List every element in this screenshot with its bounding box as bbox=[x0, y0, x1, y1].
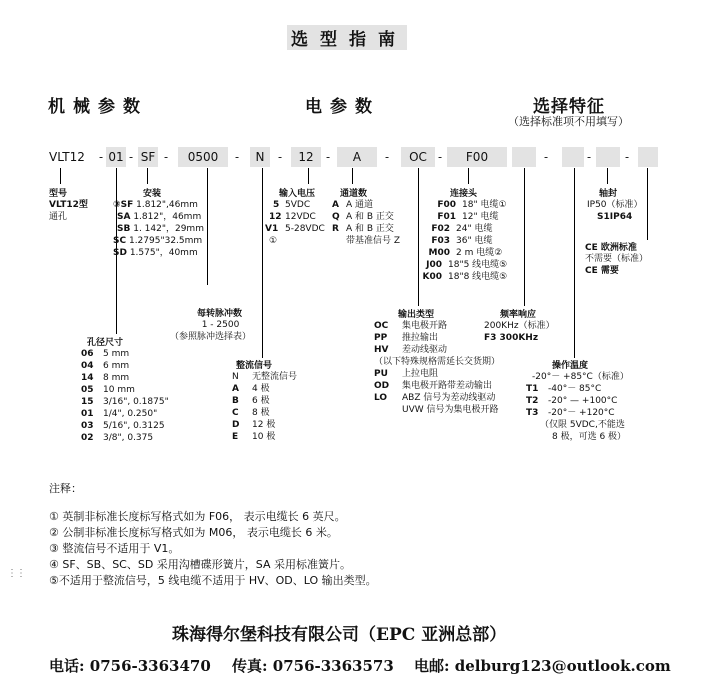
connector-value: 18"5 线电缆⑤ bbox=[448, 260, 508, 270]
bore-code: 04 bbox=[81, 361, 94, 371]
temp-code: T3 bbox=[526, 408, 539, 418]
bore-size: 10 mm bbox=[103, 385, 135, 395]
connector-value: 24" 电缆 bbox=[456, 224, 493, 234]
note-item: ⑤不适用于整流信号，5 线电缆不适用于 HV、OD、LO 输出类型。 bbox=[49, 574, 377, 587]
temp-standard: -20°－ +85°C（标准） bbox=[532, 372, 629, 382]
bore-size: 5/16", 0.3125 bbox=[103, 421, 165, 431]
connector-code: F02 bbox=[431, 224, 450, 234]
rect-code: C bbox=[232, 408, 239, 418]
seal-block bbox=[587, 186, 643, 223]
leader-line bbox=[524, 168, 525, 306]
channel-block bbox=[332, 186, 400, 247]
leader-line bbox=[647, 168, 648, 240]
notes-heading: 注释： bbox=[49, 482, 82, 495]
note-item: ① 英制非标准长度标写格式如为 F06， 表示电缆长 6 英尺。 bbox=[49, 510, 346, 523]
code-bore: 01 bbox=[106, 147, 126, 167]
mount-size: 1.2795"32.5mm bbox=[128, 236, 203, 246]
temp-heading: 操作温度 bbox=[552, 361, 589, 371]
connector-value: 2 m 电缆② bbox=[456, 248, 503, 258]
section-selection: 选择特征 bbox=[533, 97, 605, 117]
notes-block bbox=[49, 481, 377, 589]
channel-code: A bbox=[332, 200, 339, 210]
rect-value: 12 极 bbox=[252, 420, 276, 430]
model-heading: 型号 bbox=[49, 189, 68, 199]
temp-note: 8 极，可选 6 极） bbox=[552, 432, 627, 442]
mount-code: SB bbox=[117, 224, 131, 234]
ppr-range: 1 - 2500 bbox=[201, 320, 240, 330]
temp-code: T1 bbox=[526, 384, 539, 394]
code-dash: - bbox=[129, 150, 134, 164]
voltage-value: 5VDC bbox=[285, 200, 311, 210]
output-heading: 输出类型 bbox=[398, 310, 435, 320]
voltage-code: 5 bbox=[273, 200, 280, 210]
company-name: 珠海得尔堡科技有限公司（EPC 亚洲总部） bbox=[172, 625, 507, 645]
drag-handle-icon[interactable]: ⋮⋮ bbox=[7, 568, 25, 579]
bore-heading: 孔径尺寸 bbox=[87, 338, 124, 348]
ppr-note: （参照脉冲选择表） bbox=[170, 332, 252, 342]
bore-code: 03 bbox=[81, 421, 94, 431]
freq-standard: 200KHz（标准） bbox=[484, 321, 555, 331]
connector-code: M00 bbox=[428, 248, 450, 258]
output-code: PU bbox=[374, 369, 388, 379]
connector-code: K00 bbox=[422, 272, 442, 282]
rect-value: 4 极 bbox=[252, 384, 270, 394]
leader-line bbox=[352, 168, 353, 184]
bore-block bbox=[81, 335, 169, 444]
output-code: OD bbox=[374, 381, 390, 391]
leader-line bbox=[468, 168, 469, 184]
connector-code: F03 bbox=[431, 236, 450, 246]
connector-value: 18" 电缆① bbox=[462, 200, 507, 210]
connector-heading: 连接头 bbox=[450, 189, 478, 199]
channel-value: 带基准信号 Z bbox=[346, 236, 401, 246]
code-dash: - bbox=[438, 150, 443, 164]
note-item: ② 公制非标准长度标写格式如为 M06， 表示电缆长 6 米。 bbox=[49, 526, 338, 539]
code-dash: - bbox=[278, 150, 283, 164]
output-code: HV bbox=[374, 345, 389, 355]
rect-code: A bbox=[232, 384, 239, 394]
code-dash: - bbox=[385, 150, 390, 164]
code-dash: - bbox=[164, 150, 169, 164]
code-series: VLT12 bbox=[49, 150, 85, 164]
section-mechanical: 机械参数 bbox=[48, 97, 148, 117]
mount-code: SA bbox=[117, 212, 131, 222]
code-voltage: 12 bbox=[291, 147, 321, 167]
model-line: 通孔 bbox=[49, 212, 68, 222]
voltage-value: 5-28VDC bbox=[285, 224, 325, 234]
mount-code: ③SF bbox=[113, 200, 134, 210]
section-electrical: 电参数 bbox=[305, 97, 380, 117]
temp-block bbox=[526, 358, 629, 443]
selection-note: （选择标准项不用填写） bbox=[508, 115, 629, 128]
bore-size: 6 mm bbox=[103, 361, 130, 371]
output-code: OC bbox=[374, 321, 389, 331]
voltage-code: 12 bbox=[269, 212, 282, 222]
leader-line bbox=[574, 168, 575, 358]
mount-size: 1.812",46mm bbox=[136, 200, 198, 210]
leader-line bbox=[607, 168, 608, 184]
seal-option: S1IP64 bbox=[597, 212, 633, 222]
output-block bbox=[374, 307, 500, 416]
temp-value: -20° — +100°C bbox=[548, 396, 618, 406]
bore-code: 14 bbox=[81, 373, 94, 383]
output-value: 集电极开路 bbox=[402, 321, 448, 331]
output-code: PP bbox=[374, 333, 388, 343]
rect-heading: 整流信号 bbox=[236, 361, 273, 371]
code-output: OC bbox=[401, 147, 435, 167]
channel-value: A 通道 bbox=[346, 200, 374, 210]
bore-size: 8 mm bbox=[103, 373, 130, 383]
leader-line bbox=[207, 168, 208, 285]
connector-code: F00 bbox=[437, 200, 456, 210]
mount-block bbox=[113, 186, 204, 259]
channel-code: Q bbox=[332, 212, 340, 222]
seal-standard: IP50（标准） bbox=[587, 200, 643, 210]
connector-value: 18"8 线电缆⑤ bbox=[448, 272, 508, 282]
output-code: LO bbox=[374, 393, 388, 403]
mount-heading: 安装 bbox=[143, 189, 162, 199]
code-freq bbox=[512, 147, 536, 167]
voltage-block bbox=[265, 186, 325, 247]
rect-code: N bbox=[232, 372, 239, 382]
channel-heading: 通道数 bbox=[340, 189, 368, 199]
contact-email: 电邮: delburg123@outlook.com bbox=[414, 657, 671, 675]
bore-size: 3/8", 0.375 bbox=[103, 433, 154, 443]
code-connector: F00 bbox=[447, 147, 507, 167]
voltage-value: 12VDC bbox=[285, 212, 316, 222]
channel-code: R bbox=[332, 224, 339, 234]
mount-size: 1. 142"，29mm bbox=[133, 224, 204, 234]
code-seal bbox=[596, 147, 620, 167]
mount-code: SC bbox=[113, 236, 127, 246]
mount-size: 1.575"，40mm bbox=[129, 248, 198, 258]
freq-option: F3 300KHz bbox=[484, 333, 539, 343]
temp-value: -20°－ +120°C bbox=[548, 408, 615, 418]
ce-option: CE 需要 bbox=[585, 266, 619, 276]
output-note: （以下特殊规格需延长交货期） bbox=[374, 357, 501, 367]
freq-heading: 频率响应 bbox=[500, 310, 537, 320]
rect-code: D bbox=[232, 420, 240, 430]
bore-code: 01 bbox=[81, 409, 94, 419]
output-value: 差动线驱动 bbox=[402, 345, 448, 355]
rect-code: B bbox=[232, 396, 239, 406]
rect-value: 6 极 bbox=[252, 396, 270, 406]
output-value: ABZ 信号为差动线驱动 bbox=[402, 393, 496, 403]
note-item: ③ 整流信号不适用于 V1。 bbox=[49, 542, 180, 555]
note-item: ④ SF、SB、SC、SD 采用沟槽碟形簧片，SA 采用标准簧片。 bbox=[49, 558, 352, 571]
code-mount: SF bbox=[138, 147, 158, 167]
bore-code: 15 bbox=[81, 397, 94, 407]
rect-block bbox=[232, 358, 297, 443]
temp-note: （仅限 5VDC,不能选 bbox=[540, 420, 625, 430]
code-dash: - bbox=[625, 150, 630, 164]
code-channel: A bbox=[337, 147, 377, 167]
code-dash: - bbox=[587, 150, 592, 164]
contact-fax: 传真: 0756-3363573 bbox=[232, 657, 394, 675]
rect-value: 无整流信号 bbox=[252, 372, 298, 382]
output-value: 推拉输出 bbox=[402, 333, 439, 343]
model-block bbox=[49, 186, 88, 223]
ce-heading: CE 欧洲标准 bbox=[585, 243, 637, 253]
leader-line bbox=[308, 168, 309, 184]
rect-value: 10 极 bbox=[252, 432, 276, 442]
page-title: 选型指南 bbox=[287, 25, 407, 50]
channel-value: A 和 B 正交 bbox=[346, 224, 394, 234]
code-dash: - bbox=[326, 150, 331, 164]
ce-standard: 不需要（标准） bbox=[585, 254, 649, 264]
output-value: 集电极开路带差动输出 bbox=[402, 381, 493, 391]
connector-value: 12" 电缆 bbox=[462, 212, 499, 222]
bore-code: 02 bbox=[81, 433, 94, 443]
bore-code: 06 bbox=[81, 349, 94, 359]
freq-block bbox=[484, 307, 555, 344]
code-temp bbox=[562, 147, 584, 167]
voltage-code: V1 bbox=[265, 224, 279, 234]
temp-value: -40°－ 85°C bbox=[548, 384, 602, 394]
rect-value: 8 极 bbox=[252, 408, 270, 418]
voltage-note: ① bbox=[269, 236, 278, 246]
temp-code: T2 bbox=[526, 396, 539, 406]
code-dash: - bbox=[544, 150, 549, 164]
bore-size: 1/4", 0.250" bbox=[103, 409, 158, 419]
ppr-block bbox=[170, 306, 251, 343]
output-value: 上拉电阻 bbox=[402, 369, 439, 379]
bore-size: 5 mm bbox=[103, 349, 130, 359]
connector-code: J00 bbox=[426, 260, 442, 270]
connector-value: 36" 电缆 bbox=[456, 236, 493, 246]
code-rect: N bbox=[250, 147, 270, 167]
leader-line bbox=[262, 168, 263, 358]
leader-line bbox=[60, 168, 61, 184]
mount-code: SD bbox=[113, 248, 127, 258]
leader-line bbox=[147, 168, 148, 184]
mount-size: 1.812"，46mm bbox=[133, 212, 202, 222]
ce-block bbox=[585, 240, 648, 277]
code-ce bbox=[638, 147, 658, 167]
connector-code: F01 bbox=[437, 212, 456, 222]
ppr-heading: 每转脉冲数 bbox=[197, 309, 243, 319]
leader-line bbox=[418, 168, 419, 306]
voltage-heading: 输入电压 bbox=[279, 189, 316, 199]
output-value: UVW 信号为集电极开路 bbox=[402, 405, 499, 415]
rect-code: E bbox=[232, 432, 239, 442]
channel-value: A 和 B 正交 bbox=[346, 212, 394, 222]
contact-phone: 电话: 0756-3363470 bbox=[49, 657, 211, 675]
code-dash: - bbox=[235, 150, 240, 164]
model-line: VLT12型 bbox=[49, 200, 88, 210]
code-ppr: 0500 bbox=[178, 147, 228, 167]
bore-code: 05 bbox=[81, 385, 94, 395]
connector-block bbox=[420, 186, 507, 283]
seal-heading: 轴封 bbox=[599, 189, 618, 199]
code-dash: - bbox=[99, 150, 104, 164]
bore-size: 3/16", 0.1875" bbox=[103, 397, 169, 407]
